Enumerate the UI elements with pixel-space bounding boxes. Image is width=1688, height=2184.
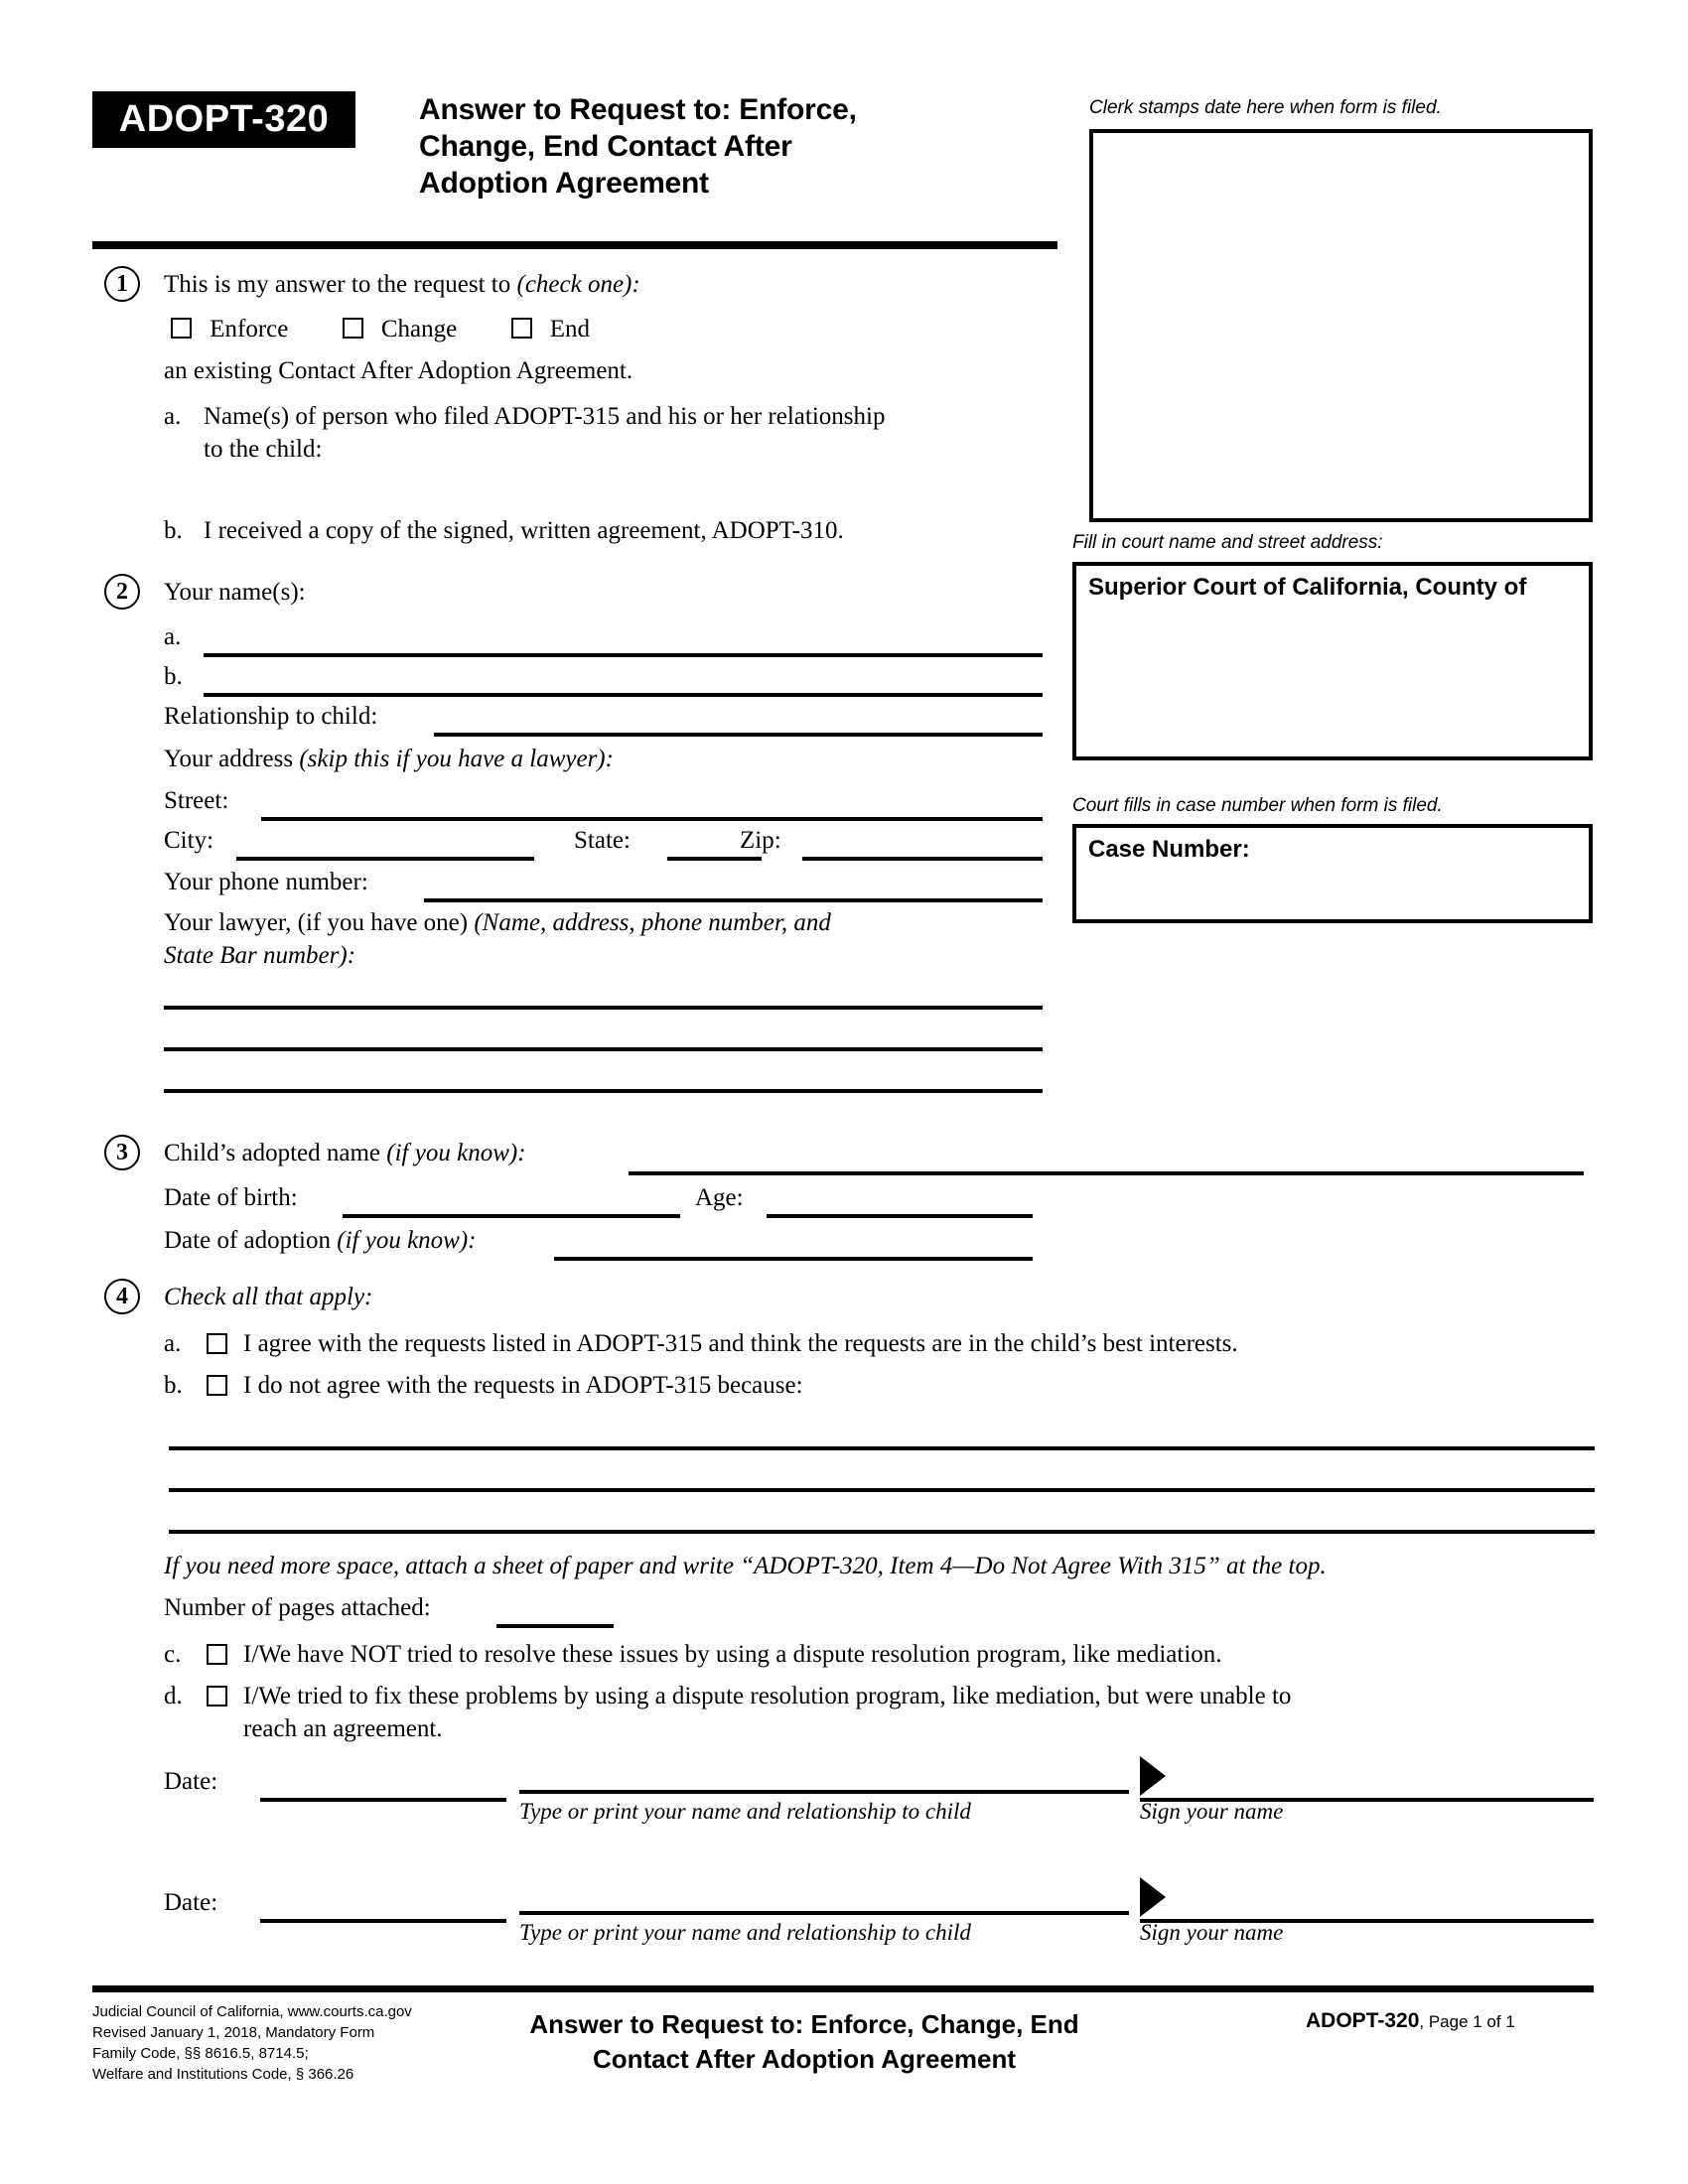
- item-4d-text-line-1: I/We tried to fix these problems by using a dispute resolution program, like mediation, but were unable to: [243, 1683, 1292, 1709]
- form-number-badge: ADOPT-320: [92, 91, 355, 148]
- footer-left-line-2: Revised January 1, 2018, Mandatory Form: [92, 2024, 375, 2041]
- adoption-date-label-text: Date of adoption: [164, 1227, 332, 1254]
- checkbox-change-label: Change: [380, 316, 458, 342]
- checkbox-end[interactable]: [511, 318, 532, 339]
- clerk-stamp-box[interactable]: [1089, 129, 1593, 522]
- adoption-date-label-hint: (if you know):: [337, 1227, 477, 1254]
- lawyer-input-line-3[interactable]: [164, 1089, 1043, 1093]
- form-title-line-2: Change, End Contact After: [419, 130, 792, 163]
- lawyer-input-line-2[interactable]: [164, 1047, 1043, 1051]
- checkbox-tried-mediation[interactable]: [207, 1686, 227, 1706]
- page-title: [419, 91, 1035, 202]
- checkbox-agree[interactable]: [207, 1333, 227, 1354]
- item-2a-letter: a.: [164, 623, 182, 650]
- item-4-heading: Check all that apply:: [164, 1284, 373, 1310]
- signature-2-arrow-icon: [1140, 1877, 1166, 1917]
- lawyer-label-hint-1: (Name, address, phone number, and: [474, 909, 831, 936]
- address-label-text: Your address: [164, 746, 294, 772]
- checkbox-not-tried-mediation[interactable]: [207, 1644, 227, 1665]
- signature-2-date-input-line[interactable]: [260, 1919, 506, 1923]
- item-4a-text: I agree with the requests listed in ADOPT-315 and think the requests are in the child’s best interests.: [243, 1330, 1238, 1357]
- name-b-input-line[interactable]: [204, 693, 1043, 697]
- item-4-number: 4: [104, 1279, 140, 1314]
- lawyer-label-text: Your lawyer, (if you have one): [164, 909, 469, 936]
- lawyer-label: [164, 906, 831, 939]
- item-1a-text-line-1: Name(s) of person who filed ADOPT-315 and his or her relationship: [204, 403, 886, 430]
- footer-divider: [92, 1985, 1594, 1992]
- city-input-line[interactable]: [236, 857, 534, 861]
- signature-2-date-label: Date:: [164, 1889, 218, 1916]
- footer-center-line-2: Contact After Adoption Agreement: [592, 2044, 1017, 2074]
- state-label: State:: [574, 827, 631, 854]
- relationship-input-line[interactable]: [434, 733, 1043, 737]
- disagree-reason-line-3[interactable]: [169, 1530, 1595, 1534]
- clerk-stamp-label: Clerk stamps date here when form is filed.: [1089, 97, 1442, 118]
- item-2-number: 2: [104, 574, 140, 610]
- form-title-line-3: Adoption Agreement: [419, 167, 709, 200]
- adoption-date-input-line[interactable]: [554, 1257, 1033, 1261]
- item-4d-letter: d.: [164, 1683, 183, 1709]
- item-1-heading-text: This is my answer to the request to: [164, 271, 511, 298]
- pages-attached-label: Number of pages attached:: [164, 1594, 431, 1621]
- signature-2-sign-caption: Sign your name: [1140, 1920, 1284, 1945]
- footer-legal-citations: [92, 2001, 412, 2085]
- item-4a-letter: a.: [164, 1330, 182, 1357]
- item-4d-text-line-2: reach an agreement.: [243, 1715, 443, 1742]
- address-label: [164, 743, 614, 775]
- adoption-date-label: [164, 1224, 477, 1257]
- age-label: Age:: [695, 1184, 744, 1211]
- state-input-line[interactable]: [667, 857, 762, 861]
- item-1-number: 1: [104, 266, 140, 302]
- child-name-label-hint: (if you know):: [386, 1140, 526, 1166]
- city-label: City:: [164, 827, 214, 854]
- lawyer-input-line-1[interactable]: [164, 1006, 1043, 1010]
- header-divider: [92, 241, 1057, 249]
- item-1-checkbox-row: [171, 313, 590, 345]
- item-1b-text: I received a copy of the signed, written agreement, ADOPT-310.: [204, 517, 844, 544]
- item-1-after-checkboxes: an existing Contact After Adoption Agreement.: [164, 357, 633, 384]
- form-title-line-1: Answer to Request to: Enforce,: [419, 93, 857, 126]
- signature-1-print-caption: Type or print your name and relationship to child: [519, 1799, 971, 1824]
- court-name-value: Superior Court of California, County of: [1088, 574, 1527, 601]
- item-4b-letter: b.: [164, 1372, 183, 1399]
- checkbox-end-label: End: [549, 316, 591, 342]
- item-4c-text: I/We have NOT tried to resolve these issues by using a dispute resolution program, like mediation.: [243, 1641, 1222, 1668]
- item-2b-letter: b.: [164, 663, 183, 690]
- signature-1-sign-caption: Sign your name: [1140, 1799, 1284, 1824]
- pages-attached-input-line[interactable]: [496, 1624, 614, 1628]
- footer-left-line-1: Judicial Council of California, www.courts.ca.gov: [92, 2003, 412, 2020]
- footer-center-line-1: Answer to Request to: Enforce, Change, End: [529, 2009, 1079, 2039]
- item-2-heading: Your name(s):: [164, 579, 306, 606]
- item-1b-letter: b.: [164, 517, 183, 544]
- signature-1-print-name-line[interactable]: [519, 1790, 1129, 1794]
- signature-1-date-label: Date:: [164, 1768, 218, 1795]
- name-a-input-line[interactable]: [204, 653, 1043, 657]
- item-1-heading-hint: (check one):: [516, 271, 640, 298]
- disagree-reason-line-1[interactable]: [169, 1446, 1595, 1450]
- footer-left-line-3: Family Code, §§ 8616.5, 8714.5;: [92, 2045, 309, 2062]
- case-number-value: Case Number:: [1088, 836, 1250, 863]
- checkbox-change[interactable]: [343, 318, 363, 339]
- item-4c-letter: c.: [164, 1641, 182, 1668]
- address-label-hint: (skip this if you have a lawyer):: [299, 746, 614, 772]
- signature-1-arrow-icon: [1140, 1756, 1166, 1796]
- child-name-input-line[interactable]: [629, 1171, 1584, 1175]
- footer-page-number: , Page 1 of 1: [1419, 2012, 1515, 2031]
- item-3-number: 3: [104, 1135, 140, 1170]
- street-label: Street:: [164, 787, 229, 814]
- phone-label: Your phone number:: [164, 869, 368, 895]
- zip-input-line[interactable]: [802, 857, 1043, 861]
- footer-form-number: ADOPT-320: [1306, 2009, 1420, 2032]
- child-name-label-text: Child’s adopted name: [164, 1140, 381, 1166]
- item-1a-letter: a.: [164, 403, 182, 430]
- checkbox-enforce-label: Enforce: [210, 316, 289, 342]
- case-number-box[interactable]: [1072, 824, 1593, 923]
- checkbox-enforce[interactable]: [171, 318, 192, 339]
- footer-page-info: [1306, 2009, 1515, 2033]
- item-4b-text: I do not agree with the requests in ADOPT-315 because:: [243, 1372, 803, 1399]
- lawyer-label-hint-2: State Bar number):: [164, 942, 356, 969]
- dob-label: Date of birth:: [164, 1184, 298, 1211]
- case-number-label: Court fills in case number when form is filed.: [1072, 795, 1443, 816]
- dob-input-line[interactable]: [343, 1214, 680, 1218]
- court-name-label: Fill in court name and street address:: [1072, 532, 1383, 553]
- item-1a-text-line-2: to the child:: [204, 436, 323, 463]
- age-input-line[interactable]: [767, 1214, 1033, 1218]
- item-1-heading: [164, 268, 640, 301]
- street-input-line[interactable]: [261, 817, 1043, 821]
- phone-input-line[interactable]: [424, 898, 1043, 902]
- signature-2-print-name-line[interactable]: [519, 1911, 1129, 1915]
- checkbox-disagree[interactable]: [207, 1375, 227, 1396]
- relationship-label: Relationship to child:: [164, 703, 378, 730]
- footer-form-title: [447, 2007, 1162, 2077]
- signature-2-print-caption: Type or print your name and relationship to child: [519, 1920, 971, 1945]
- more-space-note: If you need more space, attach a sheet of paper and write “ADOPT-320, Item 4—Do Not Agree With 315” at the top.: [164, 1553, 1327, 1579]
- disagree-reason-line-2[interactable]: [169, 1488, 1595, 1492]
- child-name-label: [164, 1137, 526, 1169]
- signature-1-date-input-line[interactable]: [260, 1798, 506, 1802]
- footer-left-line-4: Welfare and Institutions Code, § 366.26: [92, 2066, 354, 2083]
- zip-label: Zip:: [740, 827, 781, 854]
- court-name-box[interactable]: [1072, 562, 1593, 760]
